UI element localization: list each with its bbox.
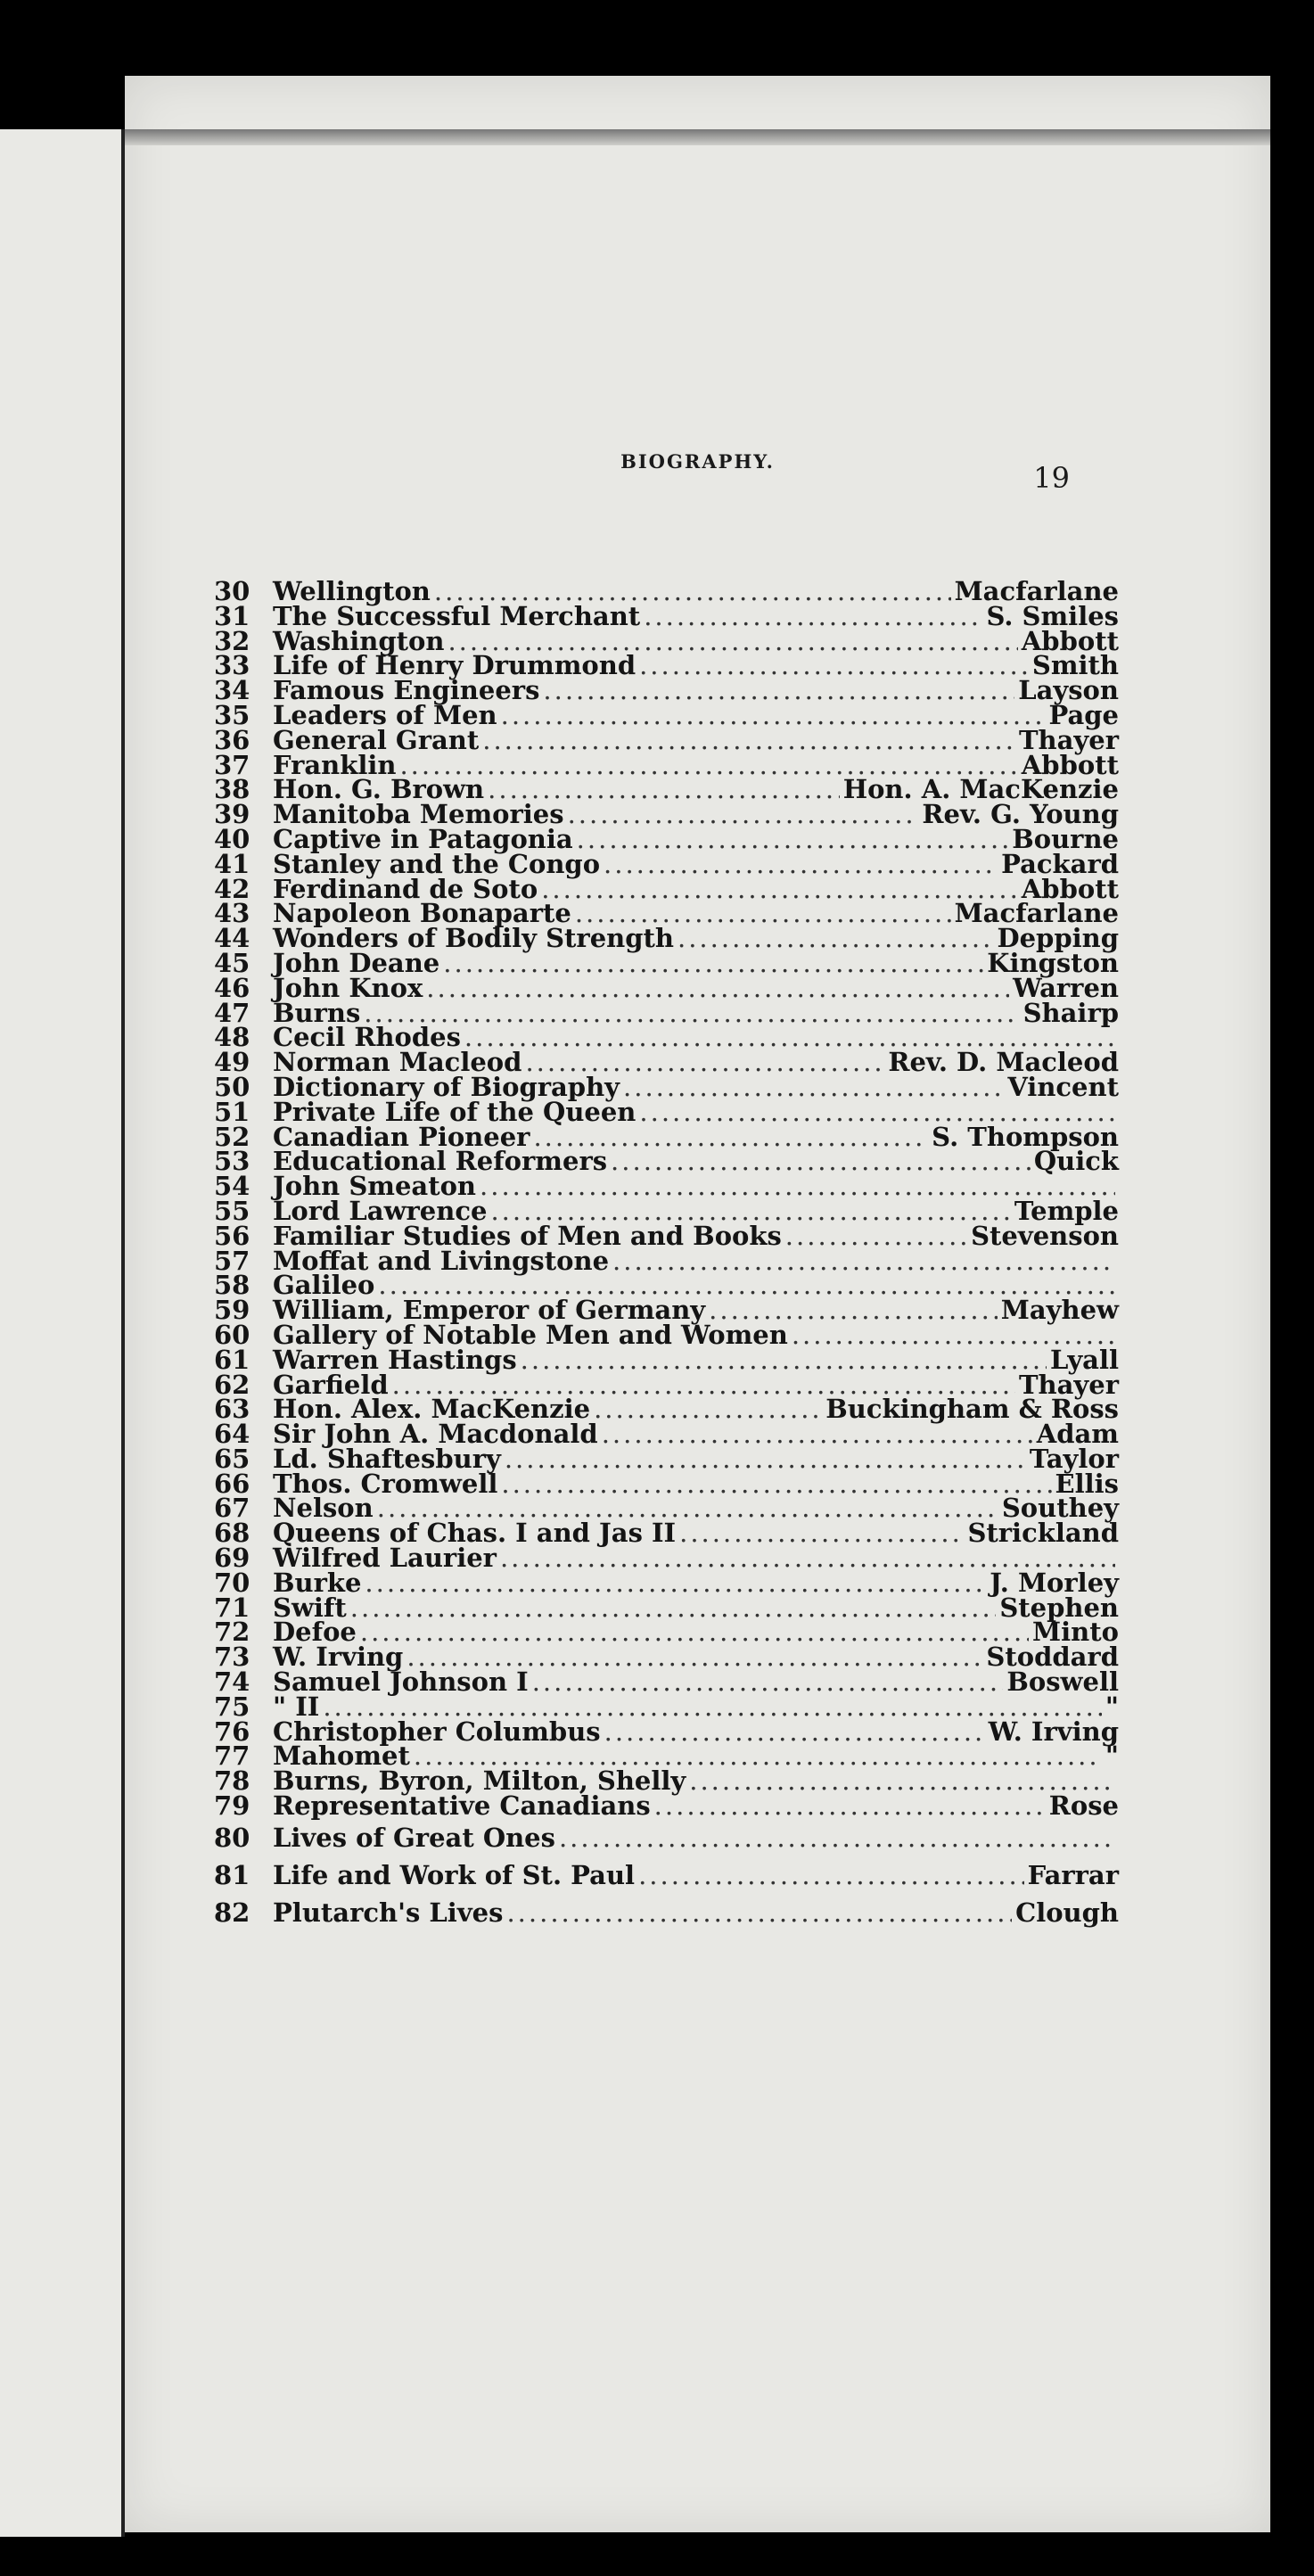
entry-author: Stoddard	[986, 1642, 1119, 1673]
entry-author: S. Thompson	[932, 1121, 1119, 1152]
entry-number: 74	[214, 1667, 250, 1698]
entry-title: John Smeaton	[273, 1171, 477, 1202]
entry-number: 33	[214, 650, 250, 681]
leader-dots	[360, 1620, 1029, 1645]
entry-number: 80	[214, 1822, 250, 1853]
entry-number: 46	[214, 972, 250, 1003]
entry-number: 38	[214, 774, 250, 805]
entry-author: Vincent	[1007, 1071, 1119, 1102]
entry-number: 52	[214, 1121, 250, 1152]
leader-dots	[644, 605, 982, 630]
entry-author: Abbott	[1021, 873, 1119, 904]
entry-title: Defoe	[273, 1617, 357, 1648]
leader-dots	[543, 679, 1014, 704]
entry-number: 42	[214, 873, 250, 904]
entry-number: 77	[214, 1741, 250, 1772]
entry-author: Adam	[1036, 1419, 1119, 1450]
list-item	[214, 1790, 1119, 1822]
entry-title: Wellington	[273, 576, 431, 606]
leader-dots	[602, 1422, 1033, 1447]
entry-number: 51	[214, 1096, 250, 1127]
entry-title: " II	[273, 1691, 320, 1722]
entry-title: W. Irving	[273, 1642, 404, 1673]
list-item	[214, 1567, 1119, 1598]
entry-number: 68	[214, 1518, 250, 1549]
entry-author: Temple	[1014, 1195, 1119, 1226]
entry-title: John Knox	[273, 972, 423, 1003]
leader-dots	[505, 1447, 1026, 1472]
entry-number: 72	[214, 1617, 250, 1648]
entry-title: Captive in Patagonia	[273, 823, 573, 854]
entry-author: Boswell	[1006, 1667, 1119, 1698]
leader-dots	[501, 1472, 1051, 1497]
entry-title: Famous Engineers	[273, 675, 540, 706]
entry-author: Quick	[1033, 1146, 1119, 1177]
entry-author: Abbott	[1021, 749, 1119, 780]
entry-title: Educational Reformers	[273, 1146, 608, 1177]
leader-dots	[639, 654, 1029, 679]
entry-author: Shairp	[1022, 997, 1119, 1028]
entry-title: Queens of Chas. I and Jas II	[273, 1518, 677, 1549]
entry-number: 70	[214, 1567, 250, 1598]
entry-author: Mayhew	[1000, 1295, 1119, 1326]
entry-number: 58	[214, 1270, 250, 1301]
leader-dots	[482, 728, 1015, 753]
entry-title: Christopher Columbus	[273, 1716, 601, 1747]
leader-dots	[443, 951, 983, 976]
entry-number: 44	[214, 923, 250, 954]
entry-number: 71	[214, 1592, 250, 1623]
entry-author: Buckingham & Ross	[825, 1394, 1119, 1425]
entry-number: 73	[214, 1642, 250, 1673]
entry-author: Ellis	[1055, 1468, 1119, 1499]
entry-title: Cecil Rhodes	[273, 1022, 461, 1053]
entry-title: Hon. G. Brown	[273, 774, 485, 805]
entry-number: 57	[214, 1245, 250, 1276]
entry-number: 59	[214, 1295, 250, 1326]
entry-title: The Successful Merchant	[273, 600, 641, 631]
entry-number: 48	[214, 1022, 250, 1053]
entry-title: Norman Macleod	[273, 1047, 522, 1078]
entry-author: Abbott	[1021, 625, 1119, 656]
entry-author: Bourne	[1012, 823, 1119, 854]
entry-author: J. Morley	[990, 1567, 1119, 1598]
entry-title: Canadian Pioneer	[273, 1121, 530, 1152]
leader-dots	[785, 1224, 967, 1249]
entry-title: Life and Work of St. Paul	[273, 1859, 636, 1890]
entry-number: 81	[214, 1859, 250, 1890]
entry-number: 39	[214, 799, 250, 830]
entry-title: Familiar Studies of Men and Books	[273, 1220, 782, 1251]
entry-author: Packard	[1001, 848, 1119, 879]
book-page	[125, 76, 1270, 2532]
entry-number: 41	[214, 848, 250, 879]
entry-title: Burns	[273, 997, 361, 1028]
entry-author: Hon. A. MacKenzie	[842, 774, 1119, 805]
leader-dots	[521, 1348, 1047, 1373]
entry-title: Sir John A. Macdonald	[273, 1419, 598, 1450]
entry-number: 76	[214, 1716, 250, 1747]
leader-dots	[568, 802, 919, 827]
entry-author: Macfarlane	[954, 576, 1119, 606]
page-heading: BIOGRAPHY.	[620, 450, 775, 473]
entry-number: 56	[214, 1220, 250, 1251]
entry-title: Hon. Alex. MacKenzie	[273, 1394, 591, 1425]
entry-title: General Grant	[273, 724, 480, 755]
entry-title: Burns, Byron, Milton, Shelly	[273, 1765, 686, 1797]
leader-dots	[678, 926, 993, 951]
entry-title: Wonders of Bodily Strength	[273, 923, 674, 954]
leader-dots	[577, 827, 1009, 852]
entry-author: Macfarlane	[954, 898, 1119, 929]
entry-number: 69	[214, 1543, 250, 1574]
page-top-edge	[125, 129, 1270, 145]
entry-author: Stevenson	[971, 1220, 1119, 1251]
entry-author: Thayer	[1018, 1369, 1119, 1400]
entry-author: Rose	[1048, 1790, 1119, 1822]
entry-author: Clough	[1015, 1897, 1119, 1928]
leader-dots	[541, 877, 1018, 902]
entry-author: "	[1105, 1741, 1119, 1772]
entry-number: 60	[214, 1319, 250, 1350]
entry-number: 32	[214, 625, 250, 656]
entry-author: Rev. D. Macleod	[888, 1047, 1119, 1078]
entry-author: Taylor	[1029, 1443, 1119, 1474]
entry-author: Lyall	[1049, 1344, 1119, 1375]
entry-number: 31	[214, 600, 250, 631]
entry-title: Ld. Shaftesbury	[273, 1443, 501, 1474]
entry-number: 64	[214, 1419, 250, 1450]
leader-dots	[501, 704, 1046, 728]
entry-number: 30	[214, 576, 250, 606]
entry-author: Thayer	[1018, 724, 1119, 755]
leader-dots	[612, 1249, 1115, 1274]
leader-dots	[679, 1521, 964, 1546]
entry-number: 82	[214, 1897, 250, 1928]
entry-number: 67	[214, 1493, 250, 1524]
entry-number: 36	[214, 724, 250, 755]
leader-dots	[604, 852, 998, 877]
entry-author: Warren	[1013, 972, 1119, 1003]
leader-dots	[654, 1794, 1046, 1819]
entry-title: John Deane	[273, 947, 440, 978]
entry-title: Plutarch's Lives	[273, 1897, 504, 1928]
entry-title: Leaders of Men	[273, 699, 497, 730]
entry-number: 53	[214, 1146, 250, 1177]
leader-dots	[594, 1397, 822, 1422]
entry-number: 45	[214, 947, 250, 978]
page-number: 19	[1033, 461, 1070, 495]
entry-number: 75	[214, 1691, 250, 1722]
entry-author: Farrar	[1027, 1859, 1119, 1890]
leader-dots	[623, 1075, 1004, 1100]
entry-title: Lord Lawrence	[273, 1195, 488, 1226]
entry-title: Private Life of the Queen	[273, 1096, 636, 1127]
entry-number: 61	[214, 1344, 250, 1375]
leader-dots	[532, 1670, 1004, 1695]
entry-number: 34	[214, 675, 250, 706]
entry-title: Franklin	[273, 749, 397, 780]
entry-title: Moffat and Livingstone	[273, 1245, 610, 1276]
leader-dots	[365, 1571, 986, 1596]
entry-author: Page	[1048, 699, 1119, 730]
entry-number: 55	[214, 1195, 250, 1226]
leader-dots	[604, 1720, 985, 1745]
leader-dots	[638, 1856, 1024, 1894]
entry-title: Stanley and the Congo	[273, 848, 601, 879]
entry-title: Thos. Cromwell	[273, 1468, 498, 1499]
entry-number: 49	[214, 1047, 250, 1078]
adjacent-page-strip	[0, 129, 125, 2537]
entry-title: Burke	[273, 1567, 362, 1598]
entry-title: Samuel Johnson I	[273, 1667, 529, 1698]
entry-number: 37	[214, 749, 250, 780]
entry-title: Representative Canadians	[273, 1790, 651, 1822]
entry-title: Life of Henry Drummond	[273, 650, 636, 681]
entry-author: Smith	[1031, 650, 1119, 681]
entry-author: S. Smiles	[986, 600, 1119, 631]
entry-title: Ferdinand de Soto	[273, 873, 538, 904]
entry-author: Southey	[1001, 1493, 1119, 1524]
entry-title: Nelson	[273, 1493, 374, 1524]
entry-title: Manitoba Memories	[273, 799, 564, 830]
entry-title: Warren Hastings	[273, 1344, 517, 1375]
entry-title: Gallery of Notable Men and Women	[273, 1319, 788, 1350]
entry-number: 62	[214, 1369, 250, 1400]
entry-title: Swift	[273, 1592, 347, 1623]
entry-author: Layson	[1018, 675, 1119, 706]
entry-author: Minto	[1032, 1617, 1119, 1648]
entry-number: 78	[214, 1765, 250, 1797]
entry-number: 65	[214, 1443, 250, 1474]
leader-dots	[611, 1149, 1031, 1174]
entry-number: 35	[214, 699, 250, 730]
entry-author: W. Irving	[988, 1716, 1119, 1747]
entry-title: William, Emperor of Germany	[273, 1295, 706, 1326]
entry-author: Depping	[997, 923, 1119, 954]
entry-title: Galileo	[273, 1270, 375, 1301]
entry-author: Strickland	[967, 1518, 1119, 1549]
biography-list	[214, 576, 1119, 1931]
leader-dots	[364, 1001, 1019, 1026]
entry-title: Garfield	[273, 1369, 389, 1400]
entry-author: Rev. G. Young	[922, 799, 1119, 830]
entry-number: 66	[214, 1468, 250, 1499]
leader-dots	[506, 1894, 1012, 1931]
entry-number: 43	[214, 898, 250, 929]
entry-number: 50	[214, 1071, 250, 1102]
entry-number: 79	[214, 1790, 250, 1822]
leader-dots	[350, 1596, 997, 1621]
entry-author: Kingston	[987, 947, 1119, 978]
entry-title: Mahomet	[273, 1741, 410, 1772]
entry-title: Napoleon Bonaparte	[273, 898, 571, 929]
entry-number: 47	[214, 997, 250, 1028]
list-item	[214, 1894, 1119, 1931]
entry-author: "	[1105, 1691, 1119, 1722]
entry-title: Wilfred Laurier	[273, 1543, 497, 1574]
entry-author: Stephen	[999, 1592, 1119, 1623]
entry-title: Dictionary of Biography	[273, 1071, 620, 1102]
entry-number: 40	[214, 823, 250, 854]
entry-number: 63	[214, 1394, 250, 1425]
list-item	[214, 1856, 1119, 1894]
list-item	[214, 1667, 1119, 1698]
entry-number: 54	[214, 1171, 250, 1202]
leader-dots	[426, 976, 1009, 1001]
list-item	[214, 1819, 1119, 1856]
leader-dots	[559, 1819, 1115, 1856]
entry-title: Lives of Great Ones	[273, 1822, 555, 1853]
entry-title: Washington	[273, 625, 445, 656]
